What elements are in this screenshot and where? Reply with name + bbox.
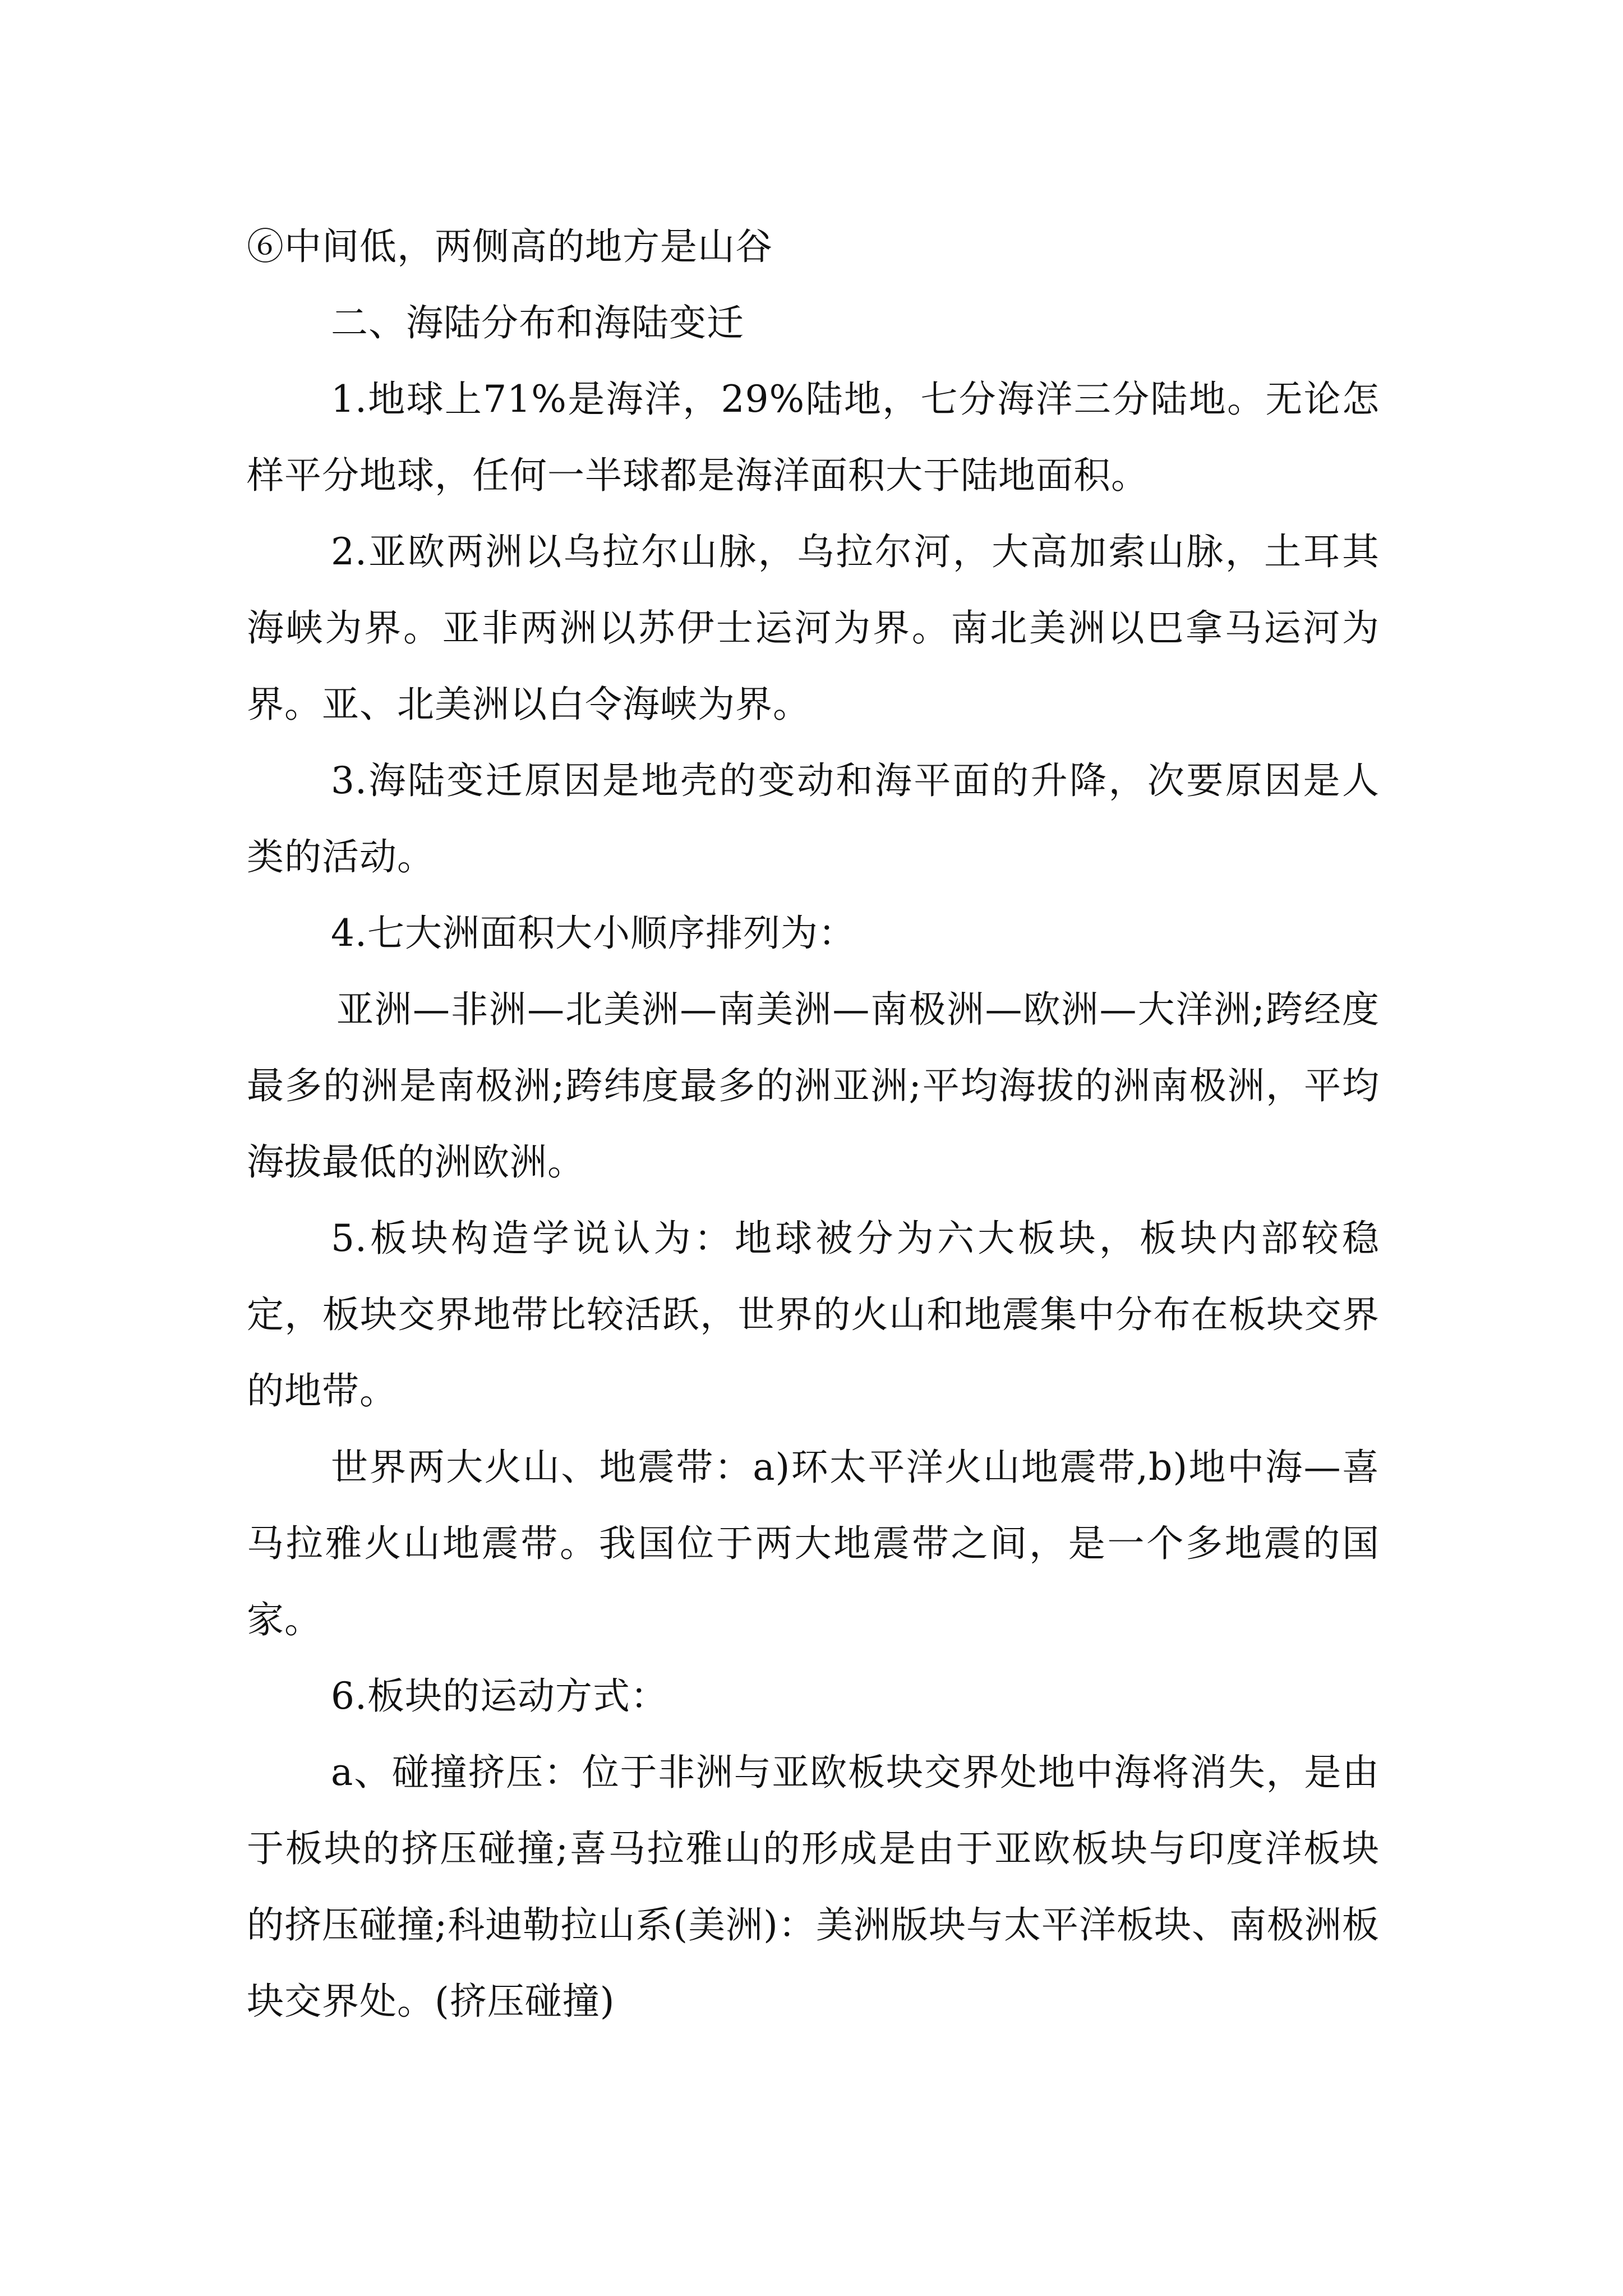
section-heading-land-sea: 二、海陆分布和海陆变迁	[331, 301, 744, 344]
paragraph-point-4: 4.七大洲面积大小顺序排列为：	[331, 912, 856, 955]
paragraph-point-3: 3.海陆变迁原因是地壳的变动和海平面的升降，次要原因是人类的活动。	[247, 759, 1380, 878]
paragraph-point-2: 2.亚欧两洲以乌拉尔山脉，乌拉尔河，大高加索山脉，土耳其海峡为界。亚非两洲以苏伊士运河为界。南北美洲以巴拿马运河为界。亚、北美洲以白令海峡为界。	[247, 530, 1380, 726]
document-body	[247, 209, 1380, 2040]
paragraph-point-6: 6.板块的运动方式：	[331, 1674, 668, 1718]
paragraph-point-1: 1.地球上71%是海洋，29%陆地，七分海洋三分陆地。无论怎样平分地球，任何一半球都是海洋面积大于陆地面积。	[247, 378, 1380, 497]
paragraph-seismic-belts: 世界两大火山、地震带：a)环太平洋火山地震带,b)地中海—喜马拉雅火山地震带。我国位于两大地震带之间，是一个多地震的国家。	[247, 1446, 1380, 1641]
paragraph-point-5: 5.板块构造学说认为：地球被分为六大板块，板块内部较稳定，板块交界地带比较活跃，世界的火山和地震集中分布在板块交界的地带。	[247, 1217, 1380, 1412]
paragraph-valley-definition: ⑥中间低，两侧高的地方是山谷	[247, 225, 773, 268]
paragraph-continents-order: 亚洲—非洲—北美洲—南美洲—南极洲—欧洲—大洋洲;跨经度最多的洲是南极洲;跨纬度最多的洲亚洲;平均海拔的洲南极洲，平均海拔最低的洲欧洲。	[247, 988, 1380, 1184]
paragraph-collision: a、碰撞挤压：位于非洲与亚欧板块交界处地中海将消失，是由于板块的挤压碰撞;喜马拉雅山的形成是由于亚欧板块与印度洋板块的挤压碰撞;科迪勒拉山系(美洲)：美洲版块与太平洋板块、南极洲板块交界处。(挤压碰撞)	[247, 1751, 1380, 2023]
